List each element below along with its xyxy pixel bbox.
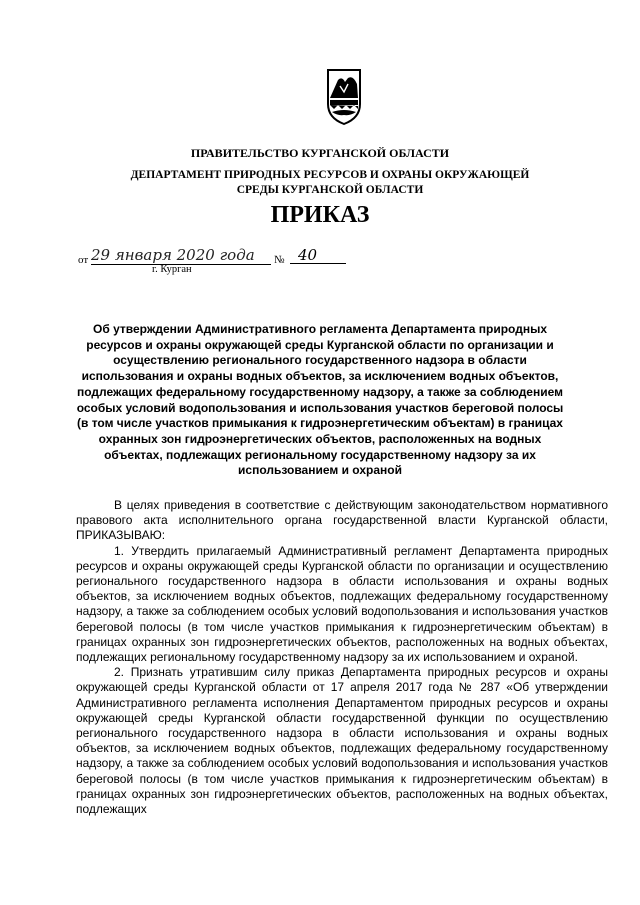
department-name: ДЕПАРТАМЕНТ ПРИРОДНЫХ РЕСУРСОВ И ОХРАНЫ ОКРУЖАЮЩЕЙ СРЕДЫ КУРГАНСКОЙ ОБЛАСТИ (130, 169, 530, 196)
order-date: 29 января 2020 года (91, 247, 271, 265)
item-2-paragraph: 2. Признать утратившим силу приказ Департамента природных ресурсов и охраны окружающей среды Курганской области от 17 апреля 2017 года № 287 «Об утверждении Административного регламента исполнения Департаментом природных ресурсов и охраны окружающей среды Курганской области государственной функции по осуществлению регионального государственного надзора в области использования и охраны водных объектов, за исключением водных объектов, подлежащих федеральному государственному надзору, а также за соблюдением особых условий водопользования и использования участков береговой полосы (в том числе участков примыкания к гидроэнергетическим объектам) в границах охранных зон гидроэнергетических объектов, расположенных на водных объектах, подлежащих (76, 665, 608, 817)
government-name: ПРАВИТЕЛЬСТВО КУРГАНСКОЙ ОБЛАСТИ (190, 146, 450, 160)
order-city: г. Курган (152, 264, 192, 275)
document-type-title: ПРИКАЗ (270, 202, 370, 228)
number-label: № (274, 254, 285, 266)
order-number: 40 (290, 247, 346, 264)
order-body (76, 498, 608, 817)
item-1-paragraph: 1. Утвердить прилагаемый Административный регламент Департамента природных ресурсов и охраны окружающей среды Курганской области по организации и осуществлению регионального государственного надзора в области использования и охраны водных объектов, за исключением водных объектов, подлежащих федеральному государственному надзору, а также за соблюдением особых условий водопользования и использования участков береговой полосы (в том числе участков примыкания к гидроэнергетическим объектам) в границах охранных зон гидроэнергетических объектов, расположенных на водных объектах, подлежащих региональному государственному надзору за их использованием и охраной. (76, 543, 608, 665)
date-from-label: от (78, 254, 89, 266)
order-subject: Об утверждении Административного регламента Департамента природных ресурсов и охраны окружающей среды Курганской области по организации и осуществлению регионального государственного надзора в области использования и охраны водных объектов, за исключением водных объектов, подлежащих федеральному государственному надзору, а также за соблюдением особых условий водопользования и использования участков береговой полосы (в том числе участков примыкания к гидроэнергетическим объектам) в границах охранных зон гидроэнергетических объектов, расположенных на водных объектах, подлежащих региональному государственному надзору за их использованием и охраной (76, 322, 564, 478)
preamble-paragraph: В целях приведения в соответствие с действующим законодательством нормативного правового акта исполнительного органа государственной власти Курганской области, ПРИКАЗЫВАЮ: (76, 498, 608, 543)
kurgan-coat-of-arms-icon (326, 68, 362, 126)
